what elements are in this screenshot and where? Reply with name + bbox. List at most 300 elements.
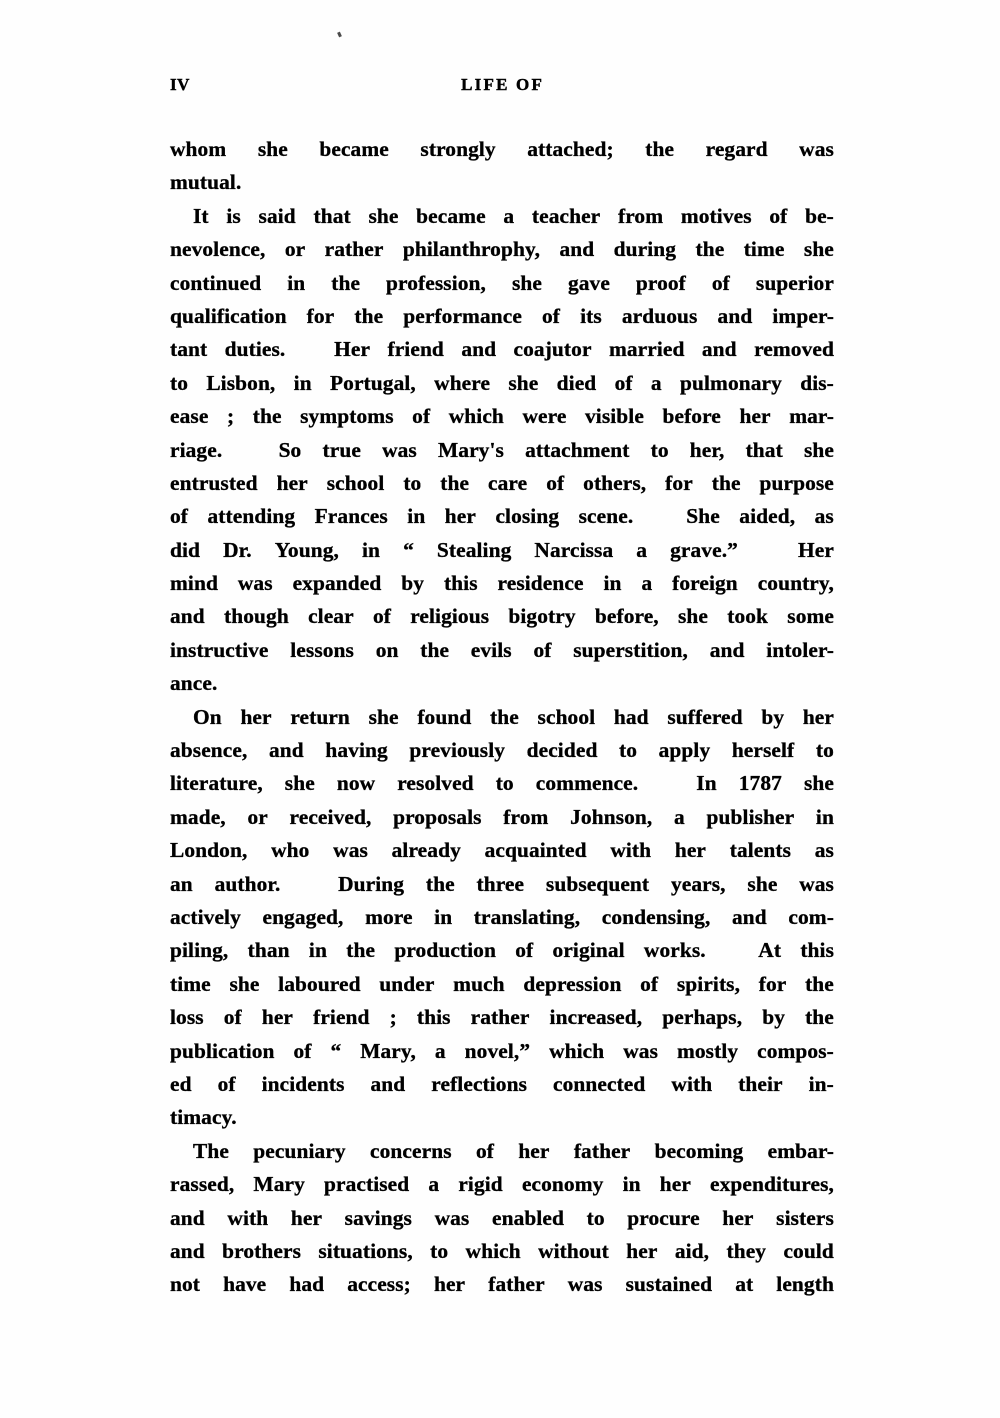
word: of — [293, 1038, 312, 1063]
word: were — [522, 404, 567, 429]
word: publication — [170, 1038, 275, 1063]
word: country, — [757, 571, 834, 596]
sentence-gap — [302, 868, 316, 901]
word: Johnson, — [570, 804, 653, 829]
word: com- — [788, 904, 834, 929]
word: commence. — [535, 771, 639, 796]
word: bigotry — [508, 604, 576, 629]
word: Her — [798, 537, 834, 562]
word: of — [614, 370, 633, 395]
word: she — [508, 370, 539, 395]
word: of — [711, 270, 730, 295]
word: compos- — [757, 1038, 834, 1063]
word: and — [269, 738, 304, 763]
word: foreign — [672, 571, 738, 596]
word: ease — [170, 404, 209, 429]
word: absence, — [170, 738, 248, 763]
word: her — [433, 1272, 466, 1297]
word: superstition, — [573, 637, 689, 662]
word: rigid — [458, 1172, 503, 1197]
word: she — [677, 604, 708, 629]
word: their — [738, 1071, 783, 1096]
word: lessons — [290, 637, 354, 662]
word: So — [278, 437, 302, 462]
word: laboured — [278, 971, 361, 996]
word: Narcissa — [534, 537, 614, 562]
word: the — [354, 303, 384, 328]
word: ; — [226, 404, 235, 429]
word: her — [240, 704, 272, 729]
word: and — [170, 604, 205, 629]
word: having — [325, 738, 388, 763]
word: father — [573, 1138, 631, 1163]
paragraph — [170, 200, 834, 701]
word: and — [732, 904, 767, 929]
word: visible — [584, 404, 644, 429]
word: engaged, — [262, 904, 344, 929]
word: becoming — [654, 1138, 744, 1163]
text-line: ance. — [170, 671, 218, 696]
word: riage. — [170, 437, 223, 462]
word: time — [743, 237, 785, 262]
word: of — [170, 504, 189, 529]
word: mind — [170, 571, 218, 596]
word: to — [815, 738, 834, 763]
word: without — [538, 1238, 609, 1263]
text-line — [170, 1202, 834, 1235]
word: already — [391, 838, 461, 863]
word: by — [401, 571, 425, 596]
word: and — [559, 237, 595, 262]
word: It — [193, 203, 209, 228]
word: in — [407, 504, 426, 529]
word: situations, — [318, 1238, 413, 1263]
word: and — [717, 303, 753, 328]
text-line — [170, 133, 834, 166]
word: married — [608, 337, 685, 362]
word: as — [814, 504, 834, 529]
word: evils — [470, 637, 512, 662]
running-head — [170, 75, 833, 101]
word: to — [495, 771, 514, 796]
word: Mary — [253, 1172, 305, 1197]
word: in — [308, 938, 327, 963]
word: to — [619, 738, 638, 763]
word: strongly — [420, 137, 496, 161]
word: duties. — [224, 337, 286, 362]
word: by — [761, 704, 785, 729]
word: of — [769, 203, 788, 228]
word: a — [641, 571, 653, 596]
word: dis- — [800, 370, 834, 395]
word: the — [252, 404, 282, 429]
word: this — [443, 571, 478, 596]
running-head-title: LIFE OF — [461, 75, 545, 94]
sentence-gap — [761, 534, 775, 567]
word: author. — [214, 871, 281, 896]
word: in — [815, 804, 834, 829]
word: symptoms — [300, 404, 394, 429]
word: spirits, — [676, 971, 741, 996]
word: she — [284, 771, 315, 796]
word: subsequent — [545, 871, 650, 896]
text-line — [170, 534, 834, 567]
word: from — [503, 804, 549, 829]
word: clear — [308, 604, 354, 629]
paragraph — [170, 133, 834, 200]
sentence-gap — [660, 767, 674, 800]
word: and — [701, 337, 737, 362]
word: enabled — [491, 1205, 565, 1230]
word: and — [170, 1238, 205, 1263]
word: During — [338, 871, 405, 896]
sentence-gap — [243, 434, 257, 467]
word: the — [805, 971, 834, 996]
word: she — [803, 437, 834, 462]
word: she — [511, 270, 542, 295]
word: three — [476, 871, 525, 896]
word: her — [626, 1238, 658, 1263]
word: was — [382, 437, 417, 462]
text-line — [170, 767, 834, 800]
word: be- — [805, 203, 834, 228]
word: the — [440, 470, 470, 495]
word: her — [659, 1172, 691, 1197]
word: aid, — [674, 1238, 710, 1263]
word: philanthrophy, — [402, 237, 541, 262]
word: closing — [495, 504, 560, 529]
word: her — [802, 704, 834, 729]
text-line — [170, 1035, 834, 1068]
word: proof — [635, 270, 686, 295]
word: was — [799, 137, 834, 161]
word: Portugal, — [330, 370, 416, 395]
word: superior — [755, 270, 834, 295]
word: the — [425, 871, 455, 896]
word: time — [170, 971, 211, 996]
word: tant — [170, 337, 208, 362]
word: herself — [731, 738, 795, 763]
word: return — [290, 704, 350, 729]
word: died — [556, 370, 597, 395]
word: works. — [643, 938, 706, 963]
word: of — [475, 1138, 494, 1163]
word: under — [379, 971, 435, 996]
word: to — [430, 1238, 449, 1263]
word: to — [403, 470, 422, 495]
word: her — [276, 470, 308, 495]
word: She — [686, 504, 720, 529]
word: made, — [170, 804, 226, 829]
word: ed — [170, 1071, 192, 1096]
word: rather — [324, 237, 384, 262]
word: as — [814, 838, 834, 863]
word: aided, — [739, 504, 796, 529]
word: religious — [410, 604, 490, 629]
word: others, — [583, 470, 647, 495]
word: her — [722, 1205, 754, 1230]
word: of — [372, 604, 391, 629]
word: not — [170, 1272, 201, 1297]
word: performance — [403, 303, 522, 328]
word: of — [542, 303, 561, 328]
word: profession, — [386, 270, 486, 295]
text-line — [170, 701, 834, 734]
word: a — [636, 537, 648, 562]
word: with — [227, 1205, 269, 1230]
sentence-gap — [653, 500, 667, 533]
word: could — [783, 1238, 834, 1263]
word: she — [257, 137, 288, 161]
word: she — [803, 771, 834, 796]
word: sustained — [625, 1272, 713, 1297]
word: was — [237, 571, 273, 596]
word: In — [696, 771, 717, 796]
word: production — [394, 938, 496, 963]
word: its — [580, 303, 602, 328]
text-line — [170, 1235, 834, 1268]
word: translating, — [473, 904, 581, 929]
word: acquainted — [484, 838, 587, 863]
word: attachment — [525, 437, 630, 462]
word: grave.” — [670, 537, 738, 562]
word: the — [490, 704, 519, 729]
word: the — [805, 1005, 834, 1030]
word: 1787 — [738, 771, 782, 796]
word: continued — [170, 270, 262, 295]
word: the — [331, 270, 361, 295]
word: On — [193, 704, 222, 729]
word: for — [758, 971, 787, 996]
text-line — [170, 1168, 834, 1201]
word: entrusted — [170, 470, 258, 495]
word: her — [518, 1138, 550, 1163]
text-line — [170, 600, 834, 633]
text-line — [170, 1268, 834, 1301]
word: reflections — [431, 1071, 528, 1096]
text-line — [170, 968, 834, 1001]
word: and — [461, 337, 497, 362]
word: whom — [170, 137, 227, 161]
text-line — [170, 567, 834, 600]
word: in- — [808, 1071, 834, 1096]
word: instructive — [170, 637, 269, 662]
word: the — [695, 237, 725, 262]
word: friend — [387, 337, 444, 362]
word: novel,” — [464, 1038, 531, 1063]
word: to — [170, 370, 189, 395]
word: said — [258, 203, 296, 228]
text-line — [170, 801, 834, 834]
text-line — [170, 934, 834, 967]
word: nevolence, — [170, 237, 266, 262]
word: Mary's — [437, 437, 504, 462]
word: and — [170, 1205, 205, 1230]
text-line — [170, 367, 834, 400]
word: had — [289, 1272, 325, 1297]
word: which — [448, 404, 504, 429]
word: though — [224, 604, 289, 629]
word: than — [247, 938, 290, 963]
text-line — [170, 634, 834, 667]
word: arduous — [621, 303, 698, 328]
word: father — [488, 1272, 545, 1297]
word: a — [650, 370, 662, 395]
text-line — [170, 834, 834, 867]
word: her, — [689, 437, 725, 462]
text-line — [170, 1001, 834, 1034]
word: literature, — [170, 771, 263, 796]
word: received, — [289, 804, 372, 829]
word: ; — [389, 1005, 397, 1030]
word: took — [727, 604, 769, 629]
word: who — [271, 838, 310, 863]
word: for — [665, 470, 693, 495]
word: gave — [567, 270, 610, 295]
word: her — [444, 504, 476, 529]
word: she — [747, 871, 778, 896]
text-line — [170, 467, 834, 500]
word: actively — [170, 904, 241, 929]
word: Dr. — [223, 537, 252, 562]
word: of — [546, 470, 565, 495]
text-line — [170, 868, 834, 901]
word: suffered — [667, 704, 743, 729]
word: in — [361, 537, 381, 562]
word: scene. — [578, 504, 634, 529]
word: is — [226, 203, 241, 228]
word: which — [549, 1038, 605, 1063]
word: found — [417, 704, 472, 729]
word: qualification — [170, 303, 287, 328]
text-line — [170, 434, 834, 467]
word: talents — [729, 838, 792, 863]
word: in — [603, 571, 622, 596]
word: of — [412, 404, 431, 429]
word: was — [333, 838, 368, 863]
word: was — [623, 1038, 659, 1063]
word: incidents — [261, 1071, 345, 1096]
word: a — [434, 1038, 446, 1063]
word: connected — [553, 1071, 646, 1096]
word: pecuniary — [253, 1138, 346, 1163]
word: the — [645, 137, 675, 161]
word: much — [453, 971, 505, 996]
word: Her — [334, 337, 371, 362]
word: friend — [313, 1005, 370, 1030]
text-line — [170, 1135, 834, 1168]
word: concerns — [370, 1138, 452, 1163]
word: in — [287, 270, 306, 295]
word: where — [434, 370, 491, 395]
word: increased, — [549, 1005, 643, 1030]
word: savings — [344, 1205, 412, 1230]
word: Young, — [274, 537, 339, 562]
word: economy — [521, 1172, 604, 1197]
word: from — [617, 203, 664, 228]
word: perhaps, — [662, 1005, 743, 1030]
word: or — [247, 804, 268, 829]
word: in — [434, 904, 453, 929]
text-line — [170, 901, 834, 934]
text-line — [170, 233, 834, 266]
word: the — [346, 938, 376, 963]
word: a — [674, 804, 685, 829]
word: piling, — [170, 938, 229, 963]
word: on — [375, 637, 399, 662]
paragraph — [170, 701, 834, 1135]
text-line — [170, 200, 834, 233]
word: resolved — [397, 771, 474, 796]
word: true — [322, 437, 361, 462]
page-text-block — [170, 133, 834, 1302]
word: at — [735, 1272, 754, 1297]
word: in — [293, 370, 312, 395]
text-line — [170, 400, 834, 433]
word: in — [622, 1172, 641, 1197]
word: which — [465, 1238, 521, 1263]
word: more — [365, 904, 413, 929]
word: loss — [170, 1005, 204, 1030]
word: a — [428, 1172, 440, 1197]
word: and — [370, 1071, 406, 1096]
word: expanded — [292, 571, 382, 596]
word: she — [229, 971, 260, 996]
word: her — [739, 404, 771, 429]
text-line — [170, 267, 834, 300]
word: of — [217, 1071, 236, 1096]
word: her — [674, 838, 707, 863]
word: depression — [523, 971, 622, 996]
text-line — [170, 500, 834, 533]
text-line — [170, 734, 834, 767]
word: motives — [680, 203, 752, 228]
word: a — [503, 203, 515, 228]
word: did — [170, 537, 201, 562]
word: during — [613, 237, 677, 262]
word: care — [488, 470, 528, 495]
word: have — [223, 1272, 267, 1297]
word: for — [306, 303, 335, 328]
word: London, — [170, 838, 248, 863]
word: Lisbon, — [206, 370, 276, 395]
word: pulmonary — [679, 370, 782, 395]
word: rather — [470, 1005, 530, 1030]
word: proposals — [393, 804, 482, 829]
word: mar- — [789, 404, 834, 429]
text-line — [170, 300, 834, 333]
sentence-gap — [725, 934, 739, 967]
word: intoler- — [766, 637, 834, 662]
word: “ — [403, 537, 414, 562]
word: this — [416, 1005, 451, 1030]
word: school — [326, 470, 385, 495]
word: residence — [497, 571, 584, 596]
word: apply — [658, 738, 711, 763]
word: had — [613, 704, 649, 729]
word: and — [709, 637, 745, 662]
word: of — [515, 938, 534, 963]
word: “ — [330, 1038, 342, 1063]
word: procure — [627, 1205, 700, 1230]
word: that — [745, 437, 783, 462]
word: to — [586, 1205, 605, 1230]
word: this — [800, 938, 834, 963]
word: became — [319, 137, 389, 161]
word: school — [537, 704, 596, 729]
word: before — [662, 404, 721, 429]
word: that — [313, 203, 351, 228]
